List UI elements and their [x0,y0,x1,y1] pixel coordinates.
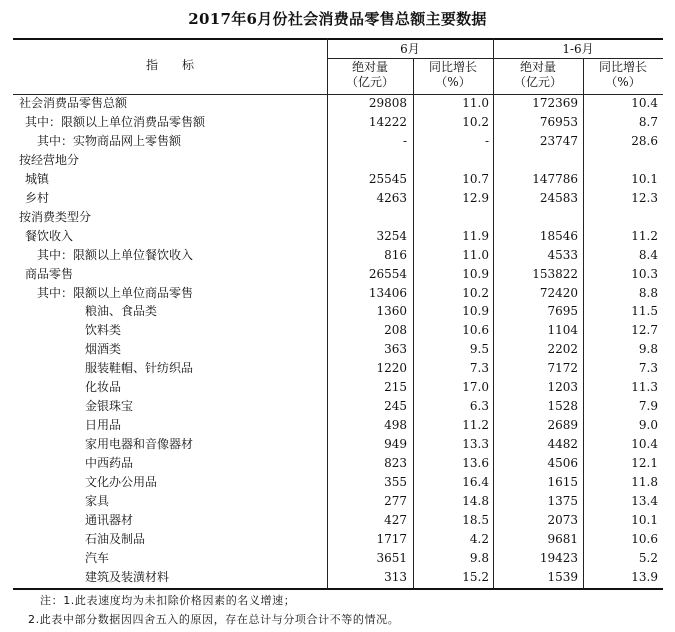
row-label: 文化办公用品 [85,475,158,489]
cell-month-yoy: 17.0 [462,380,489,395]
cell-ytd-abs: 7172 [547,361,578,376]
header-period-month: 6月 [400,42,420,56]
cell-ytd-abs: 172369 [532,96,578,110]
cell-ytd-yoy: 12.3 [631,190,658,205]
cell-ytd-abs: 19423 [539,550,578,565]
cell-ytd-yoy: 13.9 [631,569,658,584]
cell-ytd-abs: 2073 [547,512,578,527]
cell-ytd-abs: 2202 [547,342,578,357]
cell-month-abs: 1717 [376,531,407,546]
cell-month-yoy: 11.0 [462,96,489,110]
header-indicator: 指 标 [145,58,194,72]
cell-month-abs: 245 [384,399,407,414]
cell-ytd-yoy: 11.5 [631,304,658,319]
cell-month-abs: 949 [384,437,407,452]
cell-month-abs: 498 [384,418,407,433]
cell-ytd-abs: 7695 [547,304,578,319]
cell-month-yoy: 10.2 [462,114,489,129]
row-label: 建筑及装潢材料 [85,569,170,584]
cell-month-yoy: 4.2 [469,531,489,546]
data-table [13,38,663,590]
cell-ytd-yoy: 10.6 [631,531,658,546]
cell-ytd-yoy: 11.8 [631,475,658,489]
cell-month-abs: - [402,133,407,148]
cell-ytd-abs: 9681 [547,531,578,546]
cell-ytd-yoy: 10.4 [631,96,658,110]
cell-month-abs: 363 [384,342,407,357]
header-ytd-yoy: 同比增长 （%） [598,60,647,89]
cell-ytd-abs: 1539 [547,569,578,584]
row-label: 烟酒类 [85,342,122,357]
cell-month-abs: 823 [384,456,407,471]
row-label: 粮油、食品类 [85,304,158,319]
row-label: 商品零售 [25,266,74,281]
cell-month-abs: 29808 [368,96,407,110]
cell-month-yoy: 11.9 [462,228,489,243]
cell-ytd-abs: 1104 [547,323,578,338]
cell-ytd-yoy: 10.3 [631,266,658,281]
cell-month-abs: 1360 [376,304,407,319]
cell-ytd-yoy: 7.9 [638,399,658,414]
row-label: 服装鞋帽、针纺织品 [85,361,194,376]
cell-ytd-yoy: 28.6 [631,133,658,148]
row-label: 石油及制品 [85,531,146,546]
cell-month-yoy: 6.3 [469,399,489,414]
cell-month-abs: 13406 [368,285,407,300]
cell-month-yoy: 7.3 [469,361,489,376]
cell-ytd-abs: 23747 [539,133,578,148]
header-mid-rule [327,58,663,59]
cell-month-abs: 26554 [368,266,407,281]
cell-ytd-abs: 76953 [539,114,578,129]
cell-month-yoy: 10.6 [462,323,489,338]
cell-ytd-abs: 1528 [547,399,578,414]
cell-month-abs: 1220 [376,361,407,376]
cell-month-yoy: 10.9 [462,304,489,319]
cell-month-abs: 427 [384,512,407,527]
cell-ytd-yoy: 5.2 [638,550,658,565]
cell-ytd-yoy: 11.3 [631,380,658,395]
cell-month-yoy: 10.9 [462,266,489,281]
cell-month-abs: 208 [384,323,407,338]
cell-month-abs: 25545 [368,171,407,186]
row-label: 其中：限额以上单位商品零售 [37,285,194,300]
cell-ytd-yoy: 10.1 [631,512,658,527]
cell-ytd-yoy: 9.0 [638,418,658,433]
row-label: 社会消费品零售总额 [19,96,128,110]
row-label: 家具 [85,493,110,508]
row-label: 家用电器和音像器材 [85,437,194,452]
header-month-yoy: 同比增长 （%） [428,60,477,89]
cell-month-abs: 277 [384,493,407,508]
cell-month-abs: 816 [384,247,407,262]
cell-month-abs: 14222 [368,114,407,129]
row-label: 按消费类型分 [19,209,92,224]
cell-month-abs: 355 [384,475,407,489]
cell-ytd-yoy: 9.8 [638,342,658,357]
note-line: 注：1.此表速度均为未扣除价格因素的名义增速； [40,594,296,607]
cell-ytd-yoy: 11.2 [631,228,658,243]
cell-ytd-abs: 1203 [547,380,578,395]
row-label: 金银珠宝 [85,399,134,414]
cell-ytd-abs: 4482 [547,437,578,452]
cell-month-abs: 3254 [376,228,407,243]
row-label: 其中：实物商品网上零售额 [37,133,182,148]
row-label: 汽车 [85,550,110,565]
cell-month-yoy: 13.6 [462,456,489,471]
cell-month-yoy: 12.9 [462,190,489,205]
cell-ytd-yoy: 12.1 [631,456,658,471]
notes [28,591,400,629]
row-label: 餐饮收入 [25,228,74,243]
cell-ytd-yoy: 10.1 [631,171,658,186]
cell-month-yoy: 9.8 [469,550,489,565]
row-label: 饮料类 [85,323,122,338]
cell-month-yoy: 11.2 [462,418,489,433]
cell-month-abs: 215 [384,380,407,395]
row-label: 城镇 [25,171,50,186]
header-period-ytd: 1-6月 [562,42,594,56]
cell-ytd-yoy: 7.3 [638,361,658,376]
cell-month-yoy: 16.4 [462,475,489,489]
cell-ytd-yoy: 10.4 [631,437,658,452]
header-ytd-abs: 绝对量 （亿元） [513,60,562,89]
cell-month-abs: 4263 [376,190,407,205]
cell-month-yoy: 18.5 [462,512,489,527]
cell-ytd-yoy: 12.7 [631,323,658,338]
cell-month-yoy: 11.0 [462,247,489,262]
cell-month-yoy: 15.2 [462,569,489,584]
page-title: 2017年6月份社会消费品零售总额主要数据 [188,10,487,28]
table-top-rule [13,38,663,40]
cell-ytd-yoy: 13.4 [631,493,658,508]
cell-ytd-abs: 147786 [532,171,578,186]
cell-ytd-abs: 4533 [547,247,578,262]
table-bottom-rule [13,588,663,590]
header-month-abs: 绝对量 （亿元） [345,60,394,89]
cell-month-yoy: 13.3 [462,437,489,452]
cell-ytd-abs: 18546 [539,228,578,243]
row-label: 乡村 [25,190,50,205]
cell-month-yoy: 14.8 [462,493,489,508]
cell-ytd-abs: 1375 [547,493,578,508]
cell-month-abs: 3651 [376,550,407,565]
cell-ytd-abs: 72420 [539,285,578,300]
row-label: 其中：限额以上单位餐饮收入 [37,247,194,262]
cell-ytd-abs: 153822 [532,266,578,281]
cell-ytd-abs: 24583 [539,190,578,205]
cell-ytd-abs: 4506 [547,456,578,471]
row-label: 其中：限额以上单位消费品零售额 [25,114,206,129]
row-label: 日用品 [85,418,122,433]
row-label: 中西药品 [85,456,134,471]
cell-ytd-yoy: 8.4 [638,247,658,262]
cell-month-yoy: 10.7 [462,171,489,186]
note-line: 2.此表中部分数据因四舍五入的原因，存在总计与分项合计不等的情况。 [28,613,400,626]
row-label: 化妆品 [85,380,122,395]
row-label: 按经营地分 [19,152,80,167]
cell-month-yoy: 10.2 [462,285,489,300]
cell-month-abs: 313 [384,569,407,584]
cell-month-yoy: 9.5 [469,342,489,357]
cell-month-yoy: - [484,133,489,148]
row-label: 通讯器材 [85,512,134,527]
cell-ytd-yoy: 8.8 [638,285,658,300]
cell-ytd-abs: 2689 [547,418,578,433]
cell-ytd-abs: 1615 [547,475,578,489]
cell-ytd-yoy: 8.7 [638,114,658,129]
